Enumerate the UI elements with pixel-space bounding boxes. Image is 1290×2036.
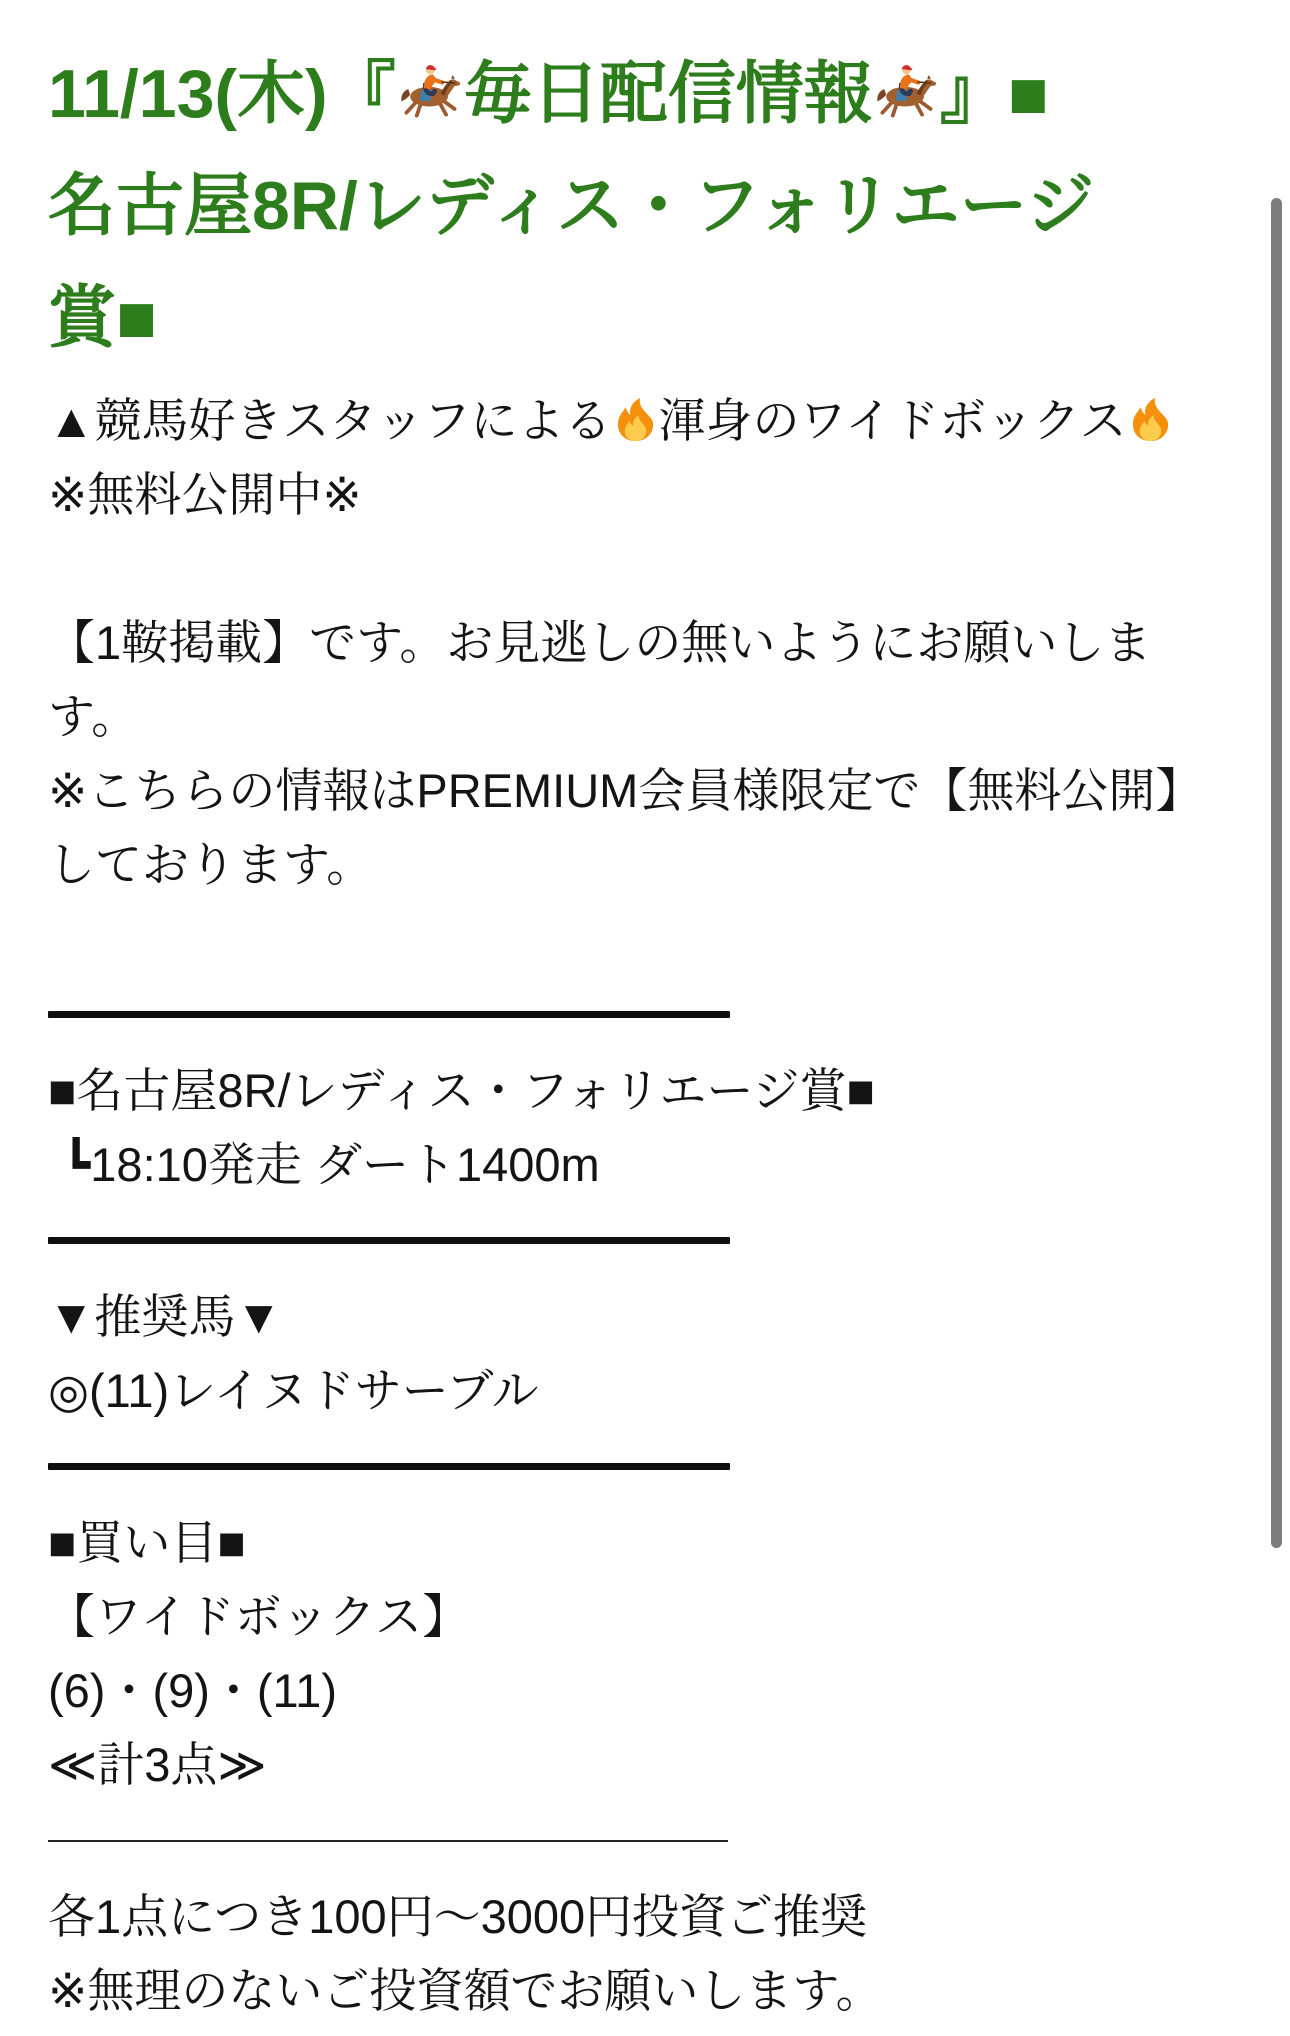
scrollbar-thumb[interactable] xyxy=(1271,198,1282,1548)
post-title xyxy=(48,38,1240,374)
title-brand-text: 毎日配信情報 xyxy=(463,56,872,132)
section-divider-thick xyxy=(48,1237,730,1244)
section-divider-thin xyxy=(48,1840,728,1842)
fire-emoji xyxy=(612,396,659,443)
investment-line-2: ※無理のないご投資額でお願いします。 xyxy=(48,1964,883,2017)
race-detail: ┗18:10発走 ダート1400m xyxy=(62,1138,600,1191)
intro-line-1 xyxy=(48,384,1240,458)
bet-numbers: (6)・(9)・(11) xyxy=(48,1664,337,1717)
title-close-text: 』■ xyxy=(939,56,1049,132)
section-divider-thick xyxy=(48,1011,730,1018)
notice-line-4: しております。 xyxy=(48,838,374,891)
notice-line-1: 【1鞍掲載】です。お見逃しの無いようにお願いしま xyxy=(48,616,1152,669)
horse-racing-emoji xyxy=(396,57,464,125)
bet-method: 【ワイドボックス】 xyxy=(48,1590,470,1643)
investment-line-1: 各1点につき100円〜3000円投資ご推奨 xyxy=(48,1890,868,1943)
race-title: ■名古屋8R/レディス・フォリエージ賞■ xyxy=(48,1064,875,1117)
notice-line-3: ※こちらの情報はPREMIUM会員様限定で【無料公開】 xyxy=(48,764,1203,817)
horse-racing-emoji xyxy=(872,57,940,125)
recommend-header: ▼推奨馬▼ xyxy=(48,1290,283,1343)
title-date-text: 11/13(木)『 xyxy=(48,56,396,132)
post-title-line-3: 賞■ xyxy=(48,280,158,356)
blank-line xyxy=(48,902,1240,976)
post-title-line-1 xyxy=(48,38,1240,150)
bet-total: ≪計3点≫ xyxy=(48,1738,267,1791)
section-divider-thick xyxy=(48,1463,730,1470)
intro-pre-text: ▲競馬好きスタッフによる xyxy=(48,394,612,447)
fire-emoji xyxy=(1127,396,1174,443)
notice-line-2: す。 xyxy=(48,690,139,743)
intro-mid-text: 渾身のワイドボックス xyxy=(658,394,1127,447)
blank-line xyxy=(48,532,1240,606)
bets-header: ■買い目■ xyxy=(48,1516,246,1569)
recommend-pick: ◎(11)レイヌドサーブル xyxy=(48,1364,539,1417)
post-title-line-2: 名古屋8R/レディス・フォリエージ xyxy=(48,168,1095,244)
intro-line-2: ※無料公開中※ xyxy=(48,468,362,521)
